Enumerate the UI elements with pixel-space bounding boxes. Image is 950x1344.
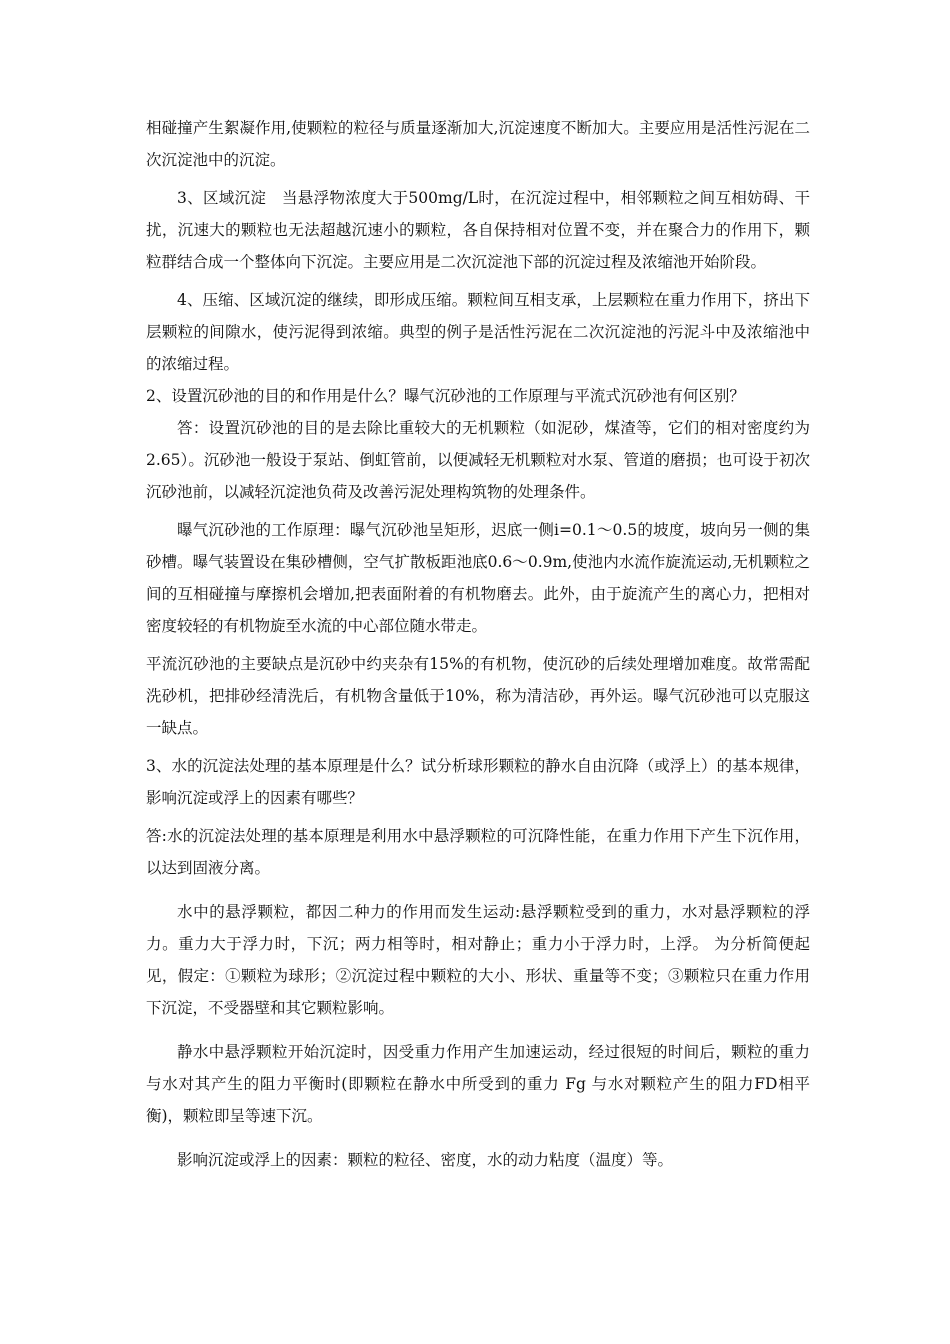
paragraph-2: 3、区域沉淀 当悬浮物浓度大于500mg/L时，在沉淀过程中，相邻颗粒之间互相妨碍、干扰，沉速大的颗粒也无法超越沉速小的颗粒，各自保持相对位置不变，并在聚合力的作用下，颗粒群结合成一个整体向下沉淀。主要应用是二次沉淀池下部的沉淀过程及浓缩池开始阶段。	[146, 189, 810, 271]
answer-3-paragraph: 答:水的沉淀法处理的基本原理是利用水中悬浮颗粒的可沉降性能，在重力作用下产生下沉作用，以达到固液分离。	[146, 827, 810, 877]
factors-paragraph: 影响沉淀或浮上的因素：颗粒的粒径、密度，水的动力粘度（温度）等。	[177, 1151, 674, 1169]
forces-paragraph: 水中的悬浮颗粒，都因二种力的作用而发生运动:悬浮颗粒受到的重力，水对悬浮颗粒的浮力。重力大于浮力时，下沉；两力相等时，相对静止；重力小于浮力时，上浮。 为分析简便起见，假定：①颗粒为球形；②沉淀过程中颗粒的大小、形状、重量等不变；③颗粒只在重力作用下沉淀，不受器壁和其它颗粒影响。	[146, 903, 810, 1017]
answer-2-paragraph: 答：设置沉砂池的目的是去除比重较大的无机颗粒（如泥砂，煤渣等，它们的相对密度约为2.65）。沉砂池一般设于泵站、倒虹管前，以便减轻无机颗粒对水泵、管道的磨损；也可设于初次沉砂池前，以减轻沉淀池负荷及改善污泥处理构筑物的处理条件。	[146, 419, 810, 501]
horizontal-grit-paragraph: 平流沉砂池的主要缺点是沉砂中约夹杂有15%的有机物，使沉砂的后续处理增加难度。故常需配洗砂机，把排砂经清洗后，有机物含量低于10%，称为清洁砂，再外运。曝气沉砂池可以克服这一缺点。	[146, 655, 810, 737]
question-2-heading: 2、设置沉砂池的目的和作用是什么？曝气沉砂池的工作原理与平流式沉砂池有何区别？	[146, 387, 745, 405]
aeration-principle-paragraph: 曝气沉砂池的工作原理：曝气沉砂池呈矩形，迟底一侧i=0.1～0.5的坡度，坡向另一侧的集砂槽。曝气装置设在集砂槽侧，空气扩散板距池底0.6～0.9m,使池内水流作旋流运动,无机颗粒之间的互相碰撞与摩擦机会增加,把表面附着的有机物磨去。此外，由于旋流产生的离心力，把相对密度较轻的有机物旋至水流的中心部位随水带走。	[146, 521, 810, 635]
settling-paragraph: 静水中悬浮颗粒开始沉淀时，因受重力作用产生加速运动，经过很短的时间后，颗粒的重力与水对其产生的阻力平衡时(即颗粒在静水中所受到的重力 Fg 与水对颗粒产生的阻力FD相平衡)，颗粒即呈等速下沉。	[146, 1043, 810, 1125]
document-body	[146, 112, 810, 1176]
question-3-heading: 3、水的沉淀法处理的基本原理是什么？试分析球形颗粒的静水自由沉降（或浮上）的基本规律，影响沉淀或浮上的因素有哪些？	[146, 757, 810, 807]
paragraph-1: 相碰撞产生絮凝作用,使颗粒的粒径与质量逐渐加大,沉淀速度不断加大。主要应用是活性污泥在二次沉淀池中的沉淀。	[146, 119, 810, 169]
paragraph-3: 4、压缩、区域沉淀的继续，即形成压缩。颗粒间互相支承，上层颗粒在重力作用下，挤出下层颗粒的间隙水，使污泥得到浓缩。典型的例子是活性污泥在二次沉淀池的污泥斗中及浓缩池中的浓缩过程。	[146, 291, 810, 373]
